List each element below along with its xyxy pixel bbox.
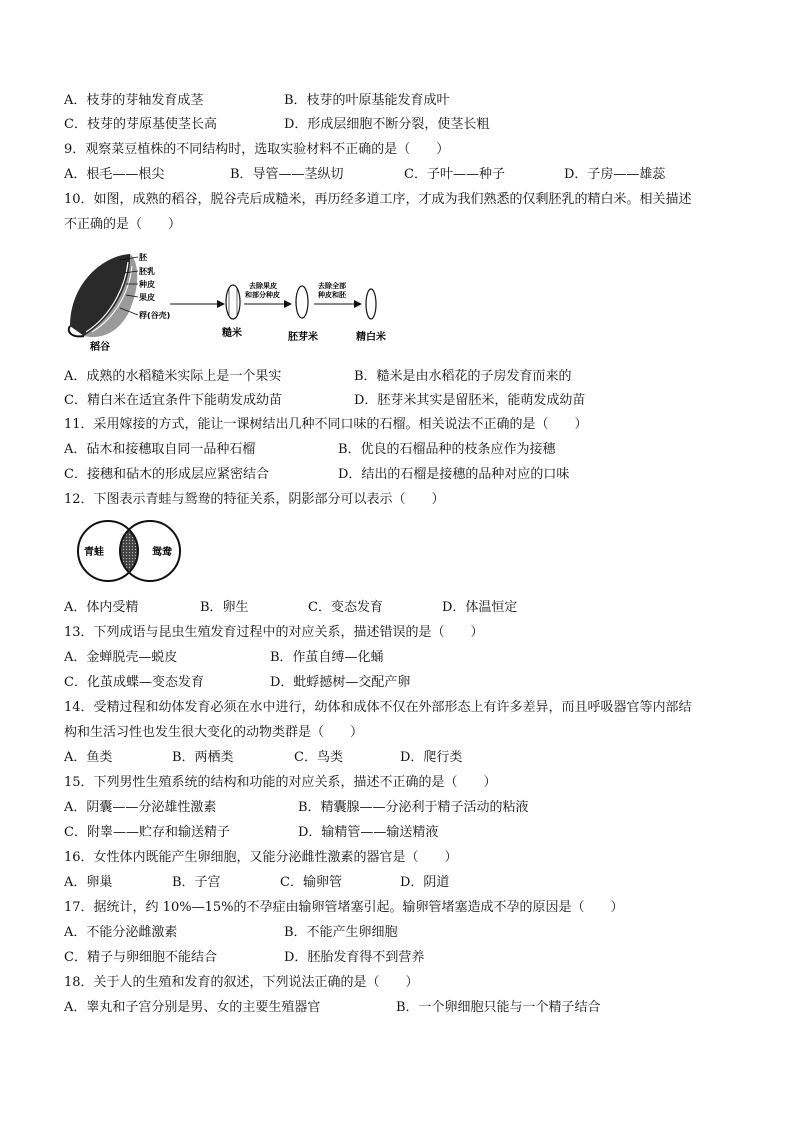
- label-brown-rice: 糙米: [222, 328, 242, 339]
- label-white-rice: 精白米: [356, 332, 386, 343]
- q10-stem-line1: 10．如图，成熟的稻谷，脱谷壳后成糙米，再历经多道工序，才成为我们熟悉的仅剩胚乳的精白米。相关描述: [64, 192, 692, 207]
- step2-line2: 种皮和胚: [318, 291, 346, 299]
- q14-option-b: B．两栖类: [172, 750, 234, 765]
- q14-option-a: A．鱼类: [64, 750, 113, 765]
- label-seed-coat: 种皮: [139, 280, 155, 289]
- brown-rice-drawing: [226, 285, 240, 319]
- q9-option-c: C．子叶——种子: [404, 167, 505, 182]
- q12-option-d: D．体温恒定: [442, 600, 518, 615]
- q9-option-d: D．子房——雄蕊: [564, 167, 666, 182]
- label-pericarp: 果皮: [139, 293, 155, 302]
- q18-option-b: B．一个卵细胞只能与一个精子结合: [396, 1000, 601, 1015]
- q15-option-b: B．精囊腺——分泌利于精子活动的粘液: [298, 800, 529, 815]
- q13-stem: 13．下列成语与昆虫生殖发育过程中的对应关系，描述错误的是（ ）: [64, 625, 484, 640]
- label-paddy: 稻谷: [90, 342, 110, 353]
- arrow-icon: [217, 300, 225, 308]
- q17-option-c: C．精子与卵细胞不能结合: [64, 950, 217, 965]
- q9-option-a: A．根毛——根尖: [64, 167, 165, 182]
- label-embryo: 胚: [139, 253, 147, 262]
- q9-stem: 9．观察菜豆植株的不同结构时，选取实验材料不正确的是（ ）: [64, 142, 450, 157]
- q14-option-d: D．爬行类: [400, 750, 463, 765]
- q8-option-b: B．枝芽的叶原基能发育成叶: [284, 93, 450, 108]
- q10-option-c: C．精白米在适宜条件下能萌发成幼苗: [64, 393, 282, 408]
- q12-option-b: B．卵生: [200, 600, 249, 615]
- q10-option-d: D．胚芽米其实是留胚米，能萌发成幼苗: [354, 393, 586, 408]
- q13-option-a: A．金蝉脱壳—蜕皮: [64, 650, 178, 665]
- q12-option-c: C．变态发育: [308, 600, 383, 615]
- q13-option-c: C．化茧成蝶—变态发育: [64, 675, 204, 690]
- step1-line1: 去除果皮: [249, 282, 277, 290]
- q14-stem-line1: 14．受精过程和幼体发育必须在水中进行，幼体和成体不仅在外部形态上有许多差异，而且呼吸器官等内部结: [64, 700, 692, 715]
- q8-option-a: A．枝芽的芽轴发育成茎: [64, 93, 204, 108]
- q13-option-d: D．蚍蜉撼树—交配产卵: [270, 675, 411, 690]
- q18-stem: 18．关于人的生殖和发育的叙述，下列说法正确的是（ ）: [64, 975, 419, 990]
- q16-option-c: C．输卵管: [280, 875, 342, 890]
- q14-stem-line2: 构和生活习性也发生很大变化的动物类群是（ ）: [64, 725, 364, 740]
- q9-option-b: B．导管——茎纵切: [230, 167, 344, 182]
- q17-option-b: B．不能产生卵细胞: [284, 925, 398, 940]
- q17-option-d: D．胚胎发育得不到营养: [284, 950, 425, 965]
- label-germ-rice: 胚芽米: [288, 332, 318, 343]
- q12-stem: 12．下图表示青蛙与鸳鸯的特征关系，阴影部分可以表示（ ）: [64, 492, 445, 507]
- q8-option-d: D．形成层细胞不断分裂，使茎长粗: [284, 117, 490, 132]
- germ-rice-drawing: [296, 286, 308, 318]
- rice-processing-figure: [62, 244, 402, 356]
- white-rice-drawing: [366, 289, 376, 319]
- q16-option-d: D．阴道: [400, 875, 450, 890]
- label-husk: 稃(谷壳): [139, 311, 171, 320]
- q15-option-a: A．阴囊——分泌雄性激素: [64, 800, 217, 815]
- q15-option-d: D．输精管——输送精液: [298, 825, 439, 840]
- q11-option-a: A．砧木和接穗取自同一品种石榴: [64, 442, 256, 457]
- q10-stem-line2: 不正确的是（ ）: [64, 217, 182, 232]
- venn-diagram: [68, 518, 192, 584]
- q16-option-a: A．卵巢: [64, 875, 113, 890]
- q16-stem: 16．女性体内既能产生卵细胞，又能分泌雌性激素的器官是（ ）: [64, 850, 458, 865]
- q10-option-b: B．糙米是由水稻花的子房发育而来的: [354, 369, 572, 384]
- q11-option-b: B．优良的石榴品种的枝条应作为接穗: [338, 442, 556, 457]
- step2-line1: 去除全部: [318, 282, 346, 290]
- venn-label-right: 鸳鸯: [152, 547, 172, 558]
- q15-option-c: C．附睾——贮存和输送精子: [64, 825, 230, 840]
- q18-option-a: A．睾丸和子宫分别是男、女的主要生殖器官: [64, 1000, 321, 1015]
- label-endosperm: 胚乳: [139, 267, 155, 276]
- q12-option-a: A．体内受精: [64, 600, 139, 615]
- q15-stem: 15．下列男性生殖系统的结构和功能的对应关系，描述不正确的是（ ）: [64, 775, 497, 790]
- q11-option-c: C．接穗和砧木的形成层应紧密结合: [64, 467, 269, 482]
- q14-option-c: C．鸟类: [294, 750, 343, 765]
- venn-label-left: 青蛙: [84, 547, 104, 558]
- step1-line2: 和部分种皮: [245, 291, 280, 299]
- arrow-icon: [354, 300, 362, 308]
- arrow-icon: [284, 300, 292, 308]
- q10-option-a: A．成熟的水稻糙米实际上是一个果实: [64, 369, 282, 384]
- q11-option-d: D．结出的石榴是接穗的品种对应的口味: [338, 467, 570, 482]
- q8-option-c: C．枝芽的芽原基使茎长高: [64, 117, 217, 132]
- q16-option-b: B．子宫: [172, 875, 221, 890]
- q17-stem: 17．据统计，约 10%—15%的不孕症由输卵管堵塞引起。输卵管堵塞造成不孕的原因是（ ）: [64, 900, 624, 915]
- q17-option-a: A．不能分泌雌激素: [64, 925, 178, 940]
- q13-option-b: B．作茧自缚—化蛹: [270, 650, 384, 665]
- q11-stem: 11．采用嫁接的方式，能让一课树结出几种不同口味的石榴。相关说法不正确的是（ ）: [64, 417, 588, 432]
